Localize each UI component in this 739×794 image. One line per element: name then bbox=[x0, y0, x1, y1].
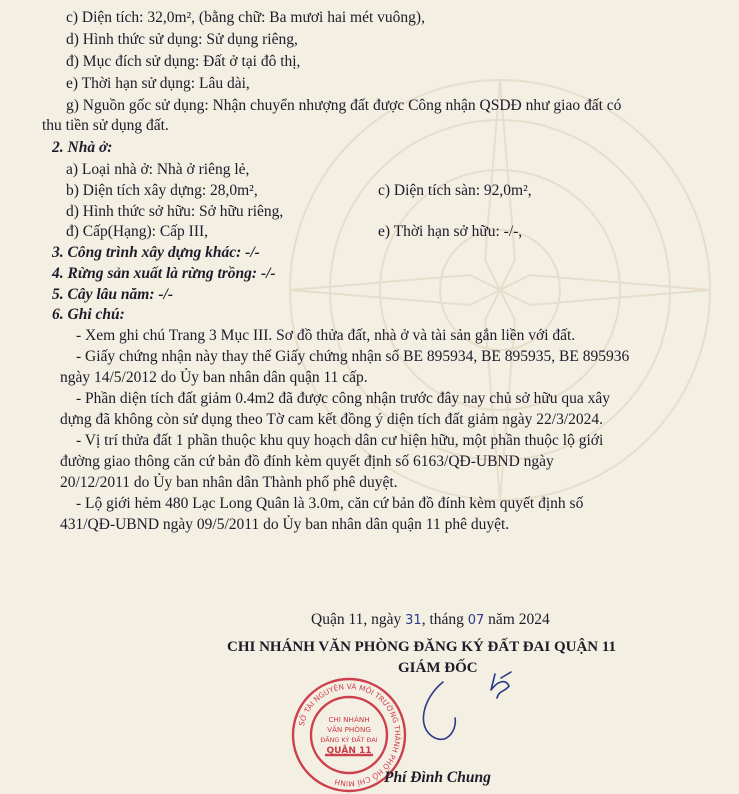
house-build-area: b) Diện tích xây dựng: 28,0m², bbox=[66, 182, 258, 199]
land-purpose: đ) Mục đích sử dụng: Đất ở tại đô thị, bbox=[66, 53, 301, 70]
note-2-line-1: - Giấy chứng nhận này thay thế Giấy chứng nhận số BE 895934, BE 895935, BE 895936 bbox=[76, 348, 630, 365]
note-5-line-1: - Lộ giới hẻm 480 Lạc Long Quân là 3.0m, căn cứ bản đồ đính kèm quyết định số bbox=[76, 495, 584, 512]
issuing-office: CHI NHÁNH VĂN PHÒNG ĐĂNG KÝ ĐẤT ĐAI QUẬN 11 bbox=[227, 639, 617, 655]
land-use-form: d) Hình thức sử dụng: Sử dụng riêng, bbox=[66, 31, 298, 48]
perennial-trees: 5. Cây lâu năm: -/- bbox=[52, 286, 173, 303]
stamp-line-2: VĂN PHÒNG bbox=[327, 725, 371, 734]
note-5-line-2: 431/QĐ-UBND ngày 09/5/2011 do Ủy ban nhân dân quận 11 phê duyệt. bbox=[60, 516, 510, 533]
stamp-line-3: ĐĂNG KÝ ĐẤT ĐAI bbox=[320, 736, 378, 744]
land-origin-line-2: thu tiền sử dụng đất. bbox=[42, 117, 169, 134]
date-year: năm 2024 bbox=[488, 611, 550, 628]
house-own-term: e) Thời hạn sở hữu: -/-, bbox=[378, 223, 523, 240]
date-month: 07 bbox=[467, 613, 485, 628]
signer-title: GIÁM ĐỐC bbox=[398, 660, 478, 676]
date-prefix: Quận 11, ngày bbox=[311, 611, 402, 628]
house-type: a) Loại nhà ở: Nhà ở riêng lẻ, bbox=[66, 161, 250, 178]
handwritten-signature bbox=[405, 668, 545, 758]
note-3-line-1: - Phần diện tích đất giảm 0.4m2 đã được công nhận trước đây nay chủ sở hữu qua xây bbox=[76, 390, 611, 407]
note-3-line-2: dựng đã không còn sử dụng theo Tờ cam kết đồng ý diện tích đất giảm ngày 22/3/2024. bbox=[60, 411, 604, 428]
note-2-line-2: ngày 14/5/2012 do Ủy ban nhân dân quận 11 cấp. bbox=[60, 369, 368, 386]
other-works: 3. Công trình xây dựng khác: -/- bbox=[52, 244, 260, 261]
date-day: 31 bbox=[405, 613, 422, 628]
note-4-line-3: 20/12/2011 do Ủy ban nhân dân Thành phố phê duyệt. bbox=[60, 474, 398, 491]
stamp-line-4: QUẬN 11 bbox=[326, 746, 372, 756]
land-area: c) Diện tích: 32,0m², (bằng chữ: Ba mươi hai mét vuông), bbox=[66, 9, 425, 26]
note-1: - Xem ghi chú Trang 3 Mục III. Sơ đồ thửa đất, nhà ở và tài sản gắn liền với đất. bbox=[76, 327, 576, 344]
signer-name: Phí Đình Chung bbox=[384, 769, 491, 786]
notes-heading: 6. Ghi chú: bbox=[52, 306, 125, 323]
production-forest: 4. Rừng sản xuất là rừng trồng: -/- bbox=[52, 265, 276, 282]
note-4-line-1: - Vị trí thửa đất 1 phần thuộc khu quy hoạch dân cư hiện hữu, một phần thuộc lộ giới bbox=[76, 432, 604, 449]
house-heading: 2. Nhà ở: bbox=[52, 139, 113, 156]
stamp-ring-text: SỞ TÀI NGUYÊN VÀ MÔI TRƯỜNG THÀNH PHỐ HỒ CHÍ MINH bbox=[296, 681, 403, 789]
month-label: , tháng bbox=[421, 611, 464, 628]
stamp-line-1: CHI NHÁNH bbox=[328, 715, 370, 724]
issue-date bbox=[311, 610, 550, 631]
house-ownership: d) Hình thức sở hữu: Sở hữu riêng, bbox=[66, 203, 284, 220]
land-term: e) Thời hạn sử dụng: Lâu dài, bbox=[66, 75, 250, 92]
note-4-line-2: đường giao thông căn cứ bản đồ đính kèm quyết định số 6163/QĐ-UBND ngày bbox=[60, 453, 554, 470]
house-grade: đ) Cấp(Hạng): Cấp III, bbox=[66, 223, 209, 240]
house-floor-area: c) Diện tích sàn: 92,0m², bbox=[378, 182, 532, 199]
land-origin-line-1: g) Nguồn gốc sử dụng: Nhận chuyển nhượng đất được Công nhận QSDĐ như giao đất có bbox=[66, 97, 622, 114]
